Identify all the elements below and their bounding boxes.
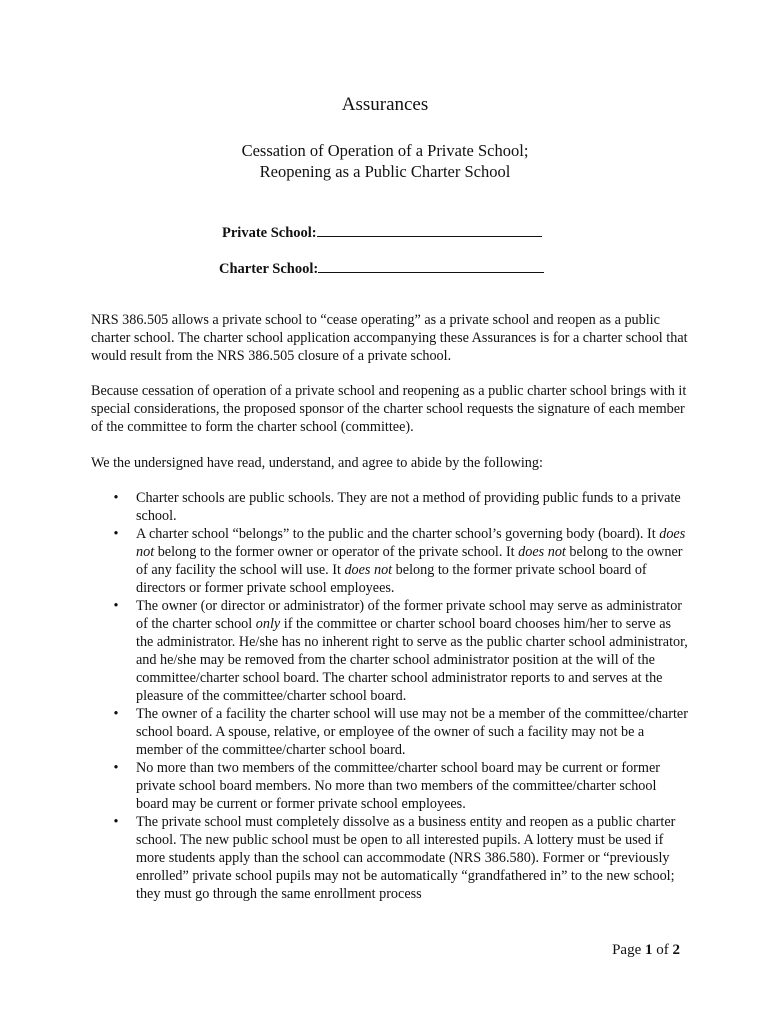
list-item-text: if the committee or charter school board chooses him/her to serve as the administrator. He/she has no inherent right to serve as the public charter school administrator, and he/she may be removed from the charter school administrator position at the will of the committee/charter school board. The charter school administrator reports to and serves at the pleasure of the committee/charter school board. <box>136 616 688 704</box>
list-item <box>110 597 690 705</box>
assurance-list <box>110 489 690 903</box>
list-item-text: The owner (or director or administrator) of the former private school may serve as administrator of the charter school <box>136 598 683 632</box>
page-word: Page <box>612 942 642 958</box>
list-item-text: The private school must completely dissolve as a business entity and reopen as a public charter school. The new public school must be open to all interested pupils. A lottery must be used if more students apply than the school can accommodate (NRS 386.580). Former or “previously enrolled” private school pupils may not be automatically “grandfathered in” to the new school; they must go through the same enrollment process <box>136 814 676 902</box>
emphasis-text: does not <box>518 544 566 560</box>
agreement-paragraph: We the undersigned have read, understand, and agree to abide by the following: <box>91 455 543 471</box>
charter-school-field <box>219 258 544 278</box>
list-item <box>110 705 690 759</box>
charter-school-blank[interactable] <box>318 258 544 273</box>
intro-paragraph: NRS 386.505 allows a private school to “cease operating” as a private school and reopen as a public charter school. The charter school application accompanying these Assurances is for a charter school that would result from the NRS 386.505 closure of a private school. <box>91 312 688 364</box>
bullet-icon: • <box>113 598 119 614</box>
list-item-text: A charter school “belongs” to the public and the charter school’s governing body (board). It <box>136 526 660 542</box>
of-word: of <box>656 942 669 958</box>
total-pages: 2 <box>672 942 680 958</box>
subtitle-line-2: Reopening as a Public Charter School <box>259 162 511 181</box>
bullet-icon: • <box>113 706 119 722</box>
considerations-paragraph: Because cessation of operation of a private school and reopening as a public charter school brings with it special considerations, the proposed sponsor of the charter school requests the signature of each member of the committee to form the charter school (committee). <box>91 383 687 435</box>
bullet-icon: • <box>113 814 119 830</box>
list-item <box>110 525 690 597</box>
bullet-icon: • <box>113 526 119 542</box>
emphasis-text: only <box>255 616 281 632</box>
charter-school-label: Charter School: <box>219 261 319 277</box>
bullet-icon: • <box>113 760 119 776</box>
list-item <box>110 813 690 903</box>
document-subtitle <box>0 140 770 182</box>
list-item-text: belong to the former private school board of directors or former private school employees. <box>136 562 647 596</box>
private-school-blank[interactable] <box>317 222 542 237</box>
emphasis-text: does not <box>344 562 393 578</box>
list-item <box>110 759 690 813</box>
page-title: Assurances <box>341 94 429 115</box>
page-number <box>612 942 680 959</box>
private-school-field <box>222 222 542 242</box>
subtitle-line-1: Cessation of Operation of a Private School; <box>241 141 529 160</box>
list-item-text: No more than two members of the committee/charter school board may be current or former private school board members. No more than two members of the committee/charter school board may be current or former private school employees. <box>136 760 660 812</box>
list-item-text: The owner of a facility the charter school will use may not be a member of the committee/charter school board. A spouse, relative, or employee of the owner of such a facility may not be a member of the committee/charter school board. <box>136 706 688 758</box>
list-item <box>110 489 690 525</box>
list-item-text: belong to the owner of any facility the school will use. It <box>136 544 683 578</box>
current-page: 1 <box>645 942 653 958</box>
list-item-text: belong to the former owner or operator of the private school. It <box>154 544 519 560</box>
bullet-icon: • <box>113 490 119 506</box>
private-school-label: Private School: <box>222 225 317 241</box>
emphasis-text: does not <box>136 526 686 560</box>
list-item-text: Charter schools are public schools. They are not a method of providing public funds to a private school. <box>136 490 681 524</box>
